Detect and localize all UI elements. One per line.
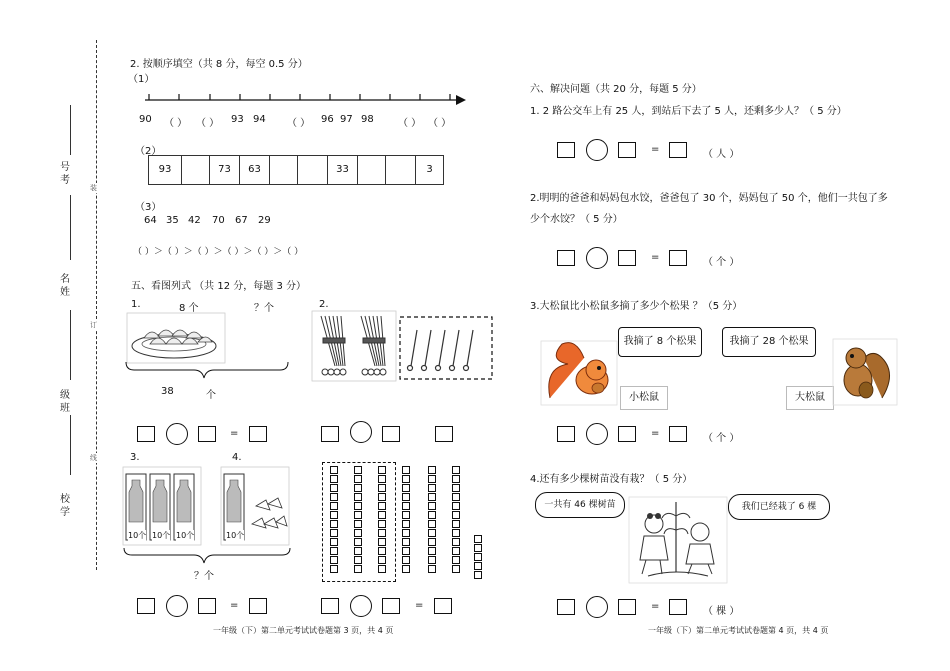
operator-circle[interactable] <box>166 423 188 445</box>
answer-box[interactable] <box>434 598 452 614</box>
q6-p2-line2: 少个水饺？（ 5 分） <box>530 214 623 225</box>
operator-circle[interactable] <box>586 139 608 161</box>
numberline-item: 94 <box>253 114 266 125</box>
squirrel-small-image <box>540 340 618 406</box>
q5-item1-number: 1. <box>131 299 141 310</box>
operator-circle[interactable] <box>586 596 608 618</box>
answer-box[interactable] <box>321 598 339 614</box>
equals-sign: = <box>651 428 660 439</box>
numberline-blank[interactable]: （ ） <box>428 118 452 129</box>
margin-rule-3 <box>70 310 71 380</box>
q6-p1-unit: （ 人 ） <box>703 149 740 160</box>
speech-bubble-small-squirrel: 我摘了 8 个松果 <box>618 327 702 357</box>
table-cell: 33 <box>328 156 358 184</box>
numberline-blank[interactable]: （ ） <box>287 118 311 129</box>
numberline-blank[interactable]: （ ） <box>196 118 220 129</box>
answer-box[interactable] <box>618 426 636 442</box>
number-item: 42 <box>188 215 201 226</box>
cube-column <box>428 466 438 574</box>
numberline-blank[interactable]: （ ） <box>164 118 188 129</box>
equals-sign: = <box>651 144 660 155</box>
squirrel-big-image <box>832 338 898 406</box>
table-cell: 73 <box>210 156 240 184</box>
margin-rule-4 <box>70 415 71 475</box>
q2-p3-label: （3） <box>135 202 162 213</box>
margin-label-xiao: 校 <box>60 494 70 505</box>
q6-p1-text: 1. 2 路公交车上有 25 人，到站后下去了 5 人，还剩多少人？（ 5 分） <box>530 106 847 117</box>
number-table <box>148 155 444 185</box>
q5-item1-count: 8 个 <box>179 303 199 314</box>
numberline-item: 90 <box>139 114 152 125</box>
operator-circle[interactable] <box>350 421 372 443</box>
answer-box[interactable] <box>249 598 267 614</box>
number-item: 29 <box>258 215 271 226</box>
table-cell: 3 <box>426 164 433 175</box>
bottle-label: 10个 <box>152 531 171 540</box>
answer-box[interactable] <box>669 142 687 158</box>
kids-planting-image <box>628 496 728 584</box>
answer-box[interactable] <box>382 598 400 614</box>
q2-p1-label: （1） <box>128 74 155 85</box>
margin-label-ban: 班 <box>60 403 70 414</box>
numberline-item: 98 <box>361 114 374 125</box>
margin-label-xue: 学 <box>60 507 70 518</box>
q6-p4-unit: （ 棵 ） <box>703 606 740 617</box>
q6-p3-text: 3.大松鼠比小松鼠多摘了多少个松果 ？（5 分） <box>530 301 743 312</box>
bottle-label: 10个 <box>226 531 245 540</box>
numberline-blank[interactable]: （ ） <box>398 118 422 129</box>
q5-item3-unknown: ？个 <box>194 571 214 582</box>
speech-bubble-big-squirrel: 我摘了 28 个松果 <box>722 327 816 357</box>
answer-box[interactable] <box>557 599 575 615</box>
brace-bottles <box>122 546 292 566</box>
stick-bundles-image <box>311 310 397 382</box>
number-item: 35 <box>166 215 179 226</box>
margin-label-kao: 考 <box>60 175 70 186</box>
operator-circle[interactable] <box>166 595 188 617</box>
brace-total <box>124 360 290 382</box>
q6-title: 六、解决问题（共 20 分，每题 5 分） <box>530 84 702 95</box>
q6-p2-unit: （ 个 ） <box>703 257 740 268</box>
margin-label-ji: 级 <box>60 390 70 401</box>
compare-row[interactable]: （ ）＞（ ）＞（ ）＞（ ）＞（ ）＞（ ） <box>133 247 304 257</box>
answer-box[interactable] <box>198 598 216 614</box>
answer-box[interactable] <box>382 426 400 442</box>
cube-column <box>402 466 412 574</box>
answer-box[interactable] <box>618 599 636 615</box>
bind-mark-ding: 订 <box>90 321 97 329</box>
bottle-label: 10个 <box>176 531 195 540</box>
table-cell: 63 <box>240 156 270 184</box>
answer-box[interactable] <box>557 426 575 442</box>
right-footer: 一年级（下）第二单元考试试卷题第 4 页，共 4 页 <box>648 626 829 635</box>
answer-box[interactable] <box>435 426 453 442</box>
number-item: 67 <box>235 215 248 226</box>
q5-item1-unknown: ？个 <box>254 303 274 314</box>
equals-sign: = <box>230 428 239 439</box>
equals-sign: = <box>230 600 239 611</box>
table-cell[interactable] <box>358 156 386 184</box>
answer-box[interactable] <box>669 426 687 442</box>
q5-item1-total: 38 <box>161 386 174 397</box>
binding-dashed-line <box>96 40 97 570</box>
q5-title: 五、看图列式 （共 12 分，每题 3 分） <box>131 281 306 292</box>
margin-label-hao: 号 <box>60 162 70 173</box>
q2-title: 2. 按顺序填空（共 8 分，每空 0.5 分） <box>130 59 308 70</box>
binding-margin <box>0 0 110 671</box>
q6-p4-text: 4.还有多少棵树苗没有栽？（ 5 分） <box>530 474 693 485</box>
answer-box[interactable] <box>557 250 575 266</box>
cube-column <box>330 466 340 574</box>
answer-box[interactable] <box>618 142 636 158</box>
equals-sign: = <box>415 600 424 611</box>
answer-box[interactable] <box>669 599 687 615</box>
dumpling-plate-image <box>126 312 226 364</box>
loose-sticks-image <box>399 316 493 380</box>
q5-item4-number: 4. <box>232 452 242 463</box>
number-line <box>140 88 470 110</box>
label-big-squirrel: 大松鼠 <box>786 386 834 410</box>
operator-circle[interactable] <box>350 595 372 617</box>
margin-rule-2 <box>70 195 71 260</box>
margin-label-xing: 姓 <box>60 287 70 298</box>
answer-box[interactable] <box>321 426 339 442</box>
cube-column <box>378 466 388 574</box>
table-cell[interactable] <box>182 156 210 184</box>
cube-column <box>354 466 364 574</box>
bind-mark-zhuang: 装 <box>90 184 97 192</box>
cube-column-short <box>474 535 484 580</box>
q5-item2-number: 2. <box>319 299 329 310</box>
equals-sign: = <box>651 252 660 263</box>
equals-sign: = <box>651 601 660 612</box>
margin-label-ming: 名 <box>60 274 70 285</box>
left-footer: 一年级（下）第二单元考试试卷题第 3 页，共 4 页 <box>213 626 394 635</box>
table-cell: 93 <box>149 156 182 184</box>
q6-p2-line1: 2.明明的爸爸和妈妈包水饺，爸爸包了 30 个，妈妈包了 50 个，他们一共包了多 <box>530 193 888 204</box>
number-item: 64 <box>144 215 157 226</box>
answer-box[interactable] <box>669 250 687 266</box>
margin-rule-1 <box>70 105 71 155</box>
answer-box[interactable] <box>137 426 155 442</box>
bottle-label: 10个 <box>128 531 147 540</box>
numberline-item: 96 <box>321 114 334 125</box>
label-small-squirrel: 小松鼠 <box>620 386 668 410</box>
number-item: 70 <box>212 215 225 226</box>
bind-mark-xian: 线 <box>90 454 97 462</box>
operator-circle[interactable] <box>586 423 608 445</box>
table-cell[interactable] <box>386 156 416 184</box>
q5-item3-number: 3. <box>130 452 140 463</box>
q6-p3-unit: （ 个 ） <box>703 433 740 444</box>
answer-box[interactable] <box>618 250 636 266</box>
operator-circle[interactable] <box>586 247 608 269</box>
speech-bubble-total-trees: 一共有 46 棵树苗 <box>535 492 625 518</box>
table-cell[interactable] <box>298 156 328 184</box>
q5-item1-total-unit: 个 <box>206 390 216 401</box>
numberline-item: 93 <box>231 114 244 125</box>
q2-p2-label: （2） <box>135 146 162 157</box>
answer-box[interactable] <box>249 426 267 442</box>
answer-box[interactable] <box>557 142 575 158</box>
cube-column <box>452 466 462 574</box>
table-cell[interactable] <box>270 156 298 184</box>
speech-bubble-planted-trees: 我们已经栽了 6 棵 <box>728 494 830 520</box>
answer-box[interactable] <box>198 426 216 442</box>
answer-box[interactable] <box>137 598 155 614</box>
numberline-item: 97 <box>340 114 353 125</box>
